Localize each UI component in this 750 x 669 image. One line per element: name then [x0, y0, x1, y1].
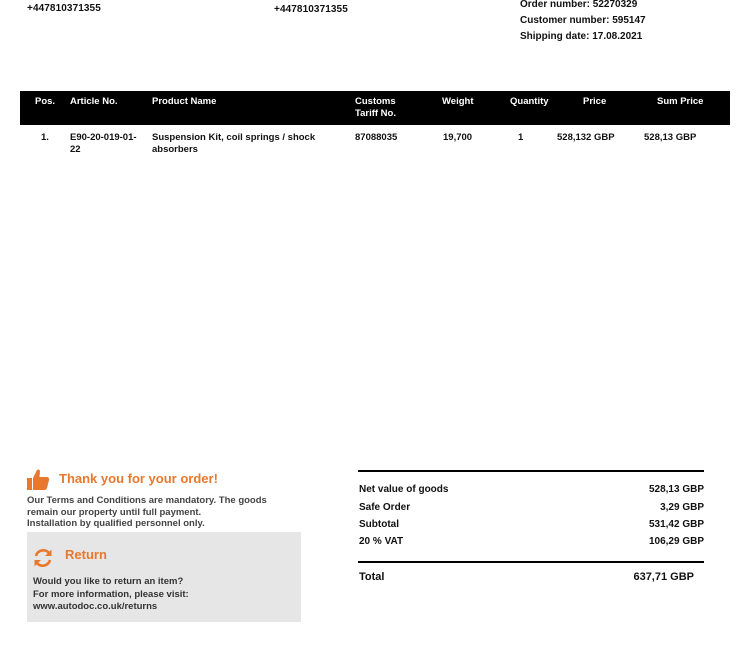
net-value-amount: 528,13 GBP [648, 484, 704, 495]
order-number: Order number: 52270329 [520, 0, 638, 10]
vat-amount: 106,29 GBP [648, 536, 704, 547]
thanks-title: Thank you for your order! [59, 471, 218, 486]
safe-order-amount: 3,29 GBP [660, 502, 704, 513]
billing-phone: +447810371355 [27, 3, 101, 14]
items-table-header [20, 91, 730, 125]
row-product [152, 132, 315, 156]
row-article-line1: E90-20-019-01- [70, 132, 137, 143]
col-customs-line1: Customs [355, 96, 396, 107]
net-value-label: Net value of goods [359, 484, 449, 495]
col-sum-price: Sum Price [657, 96, 704, 107]
row-quantity: 1 [518, 132, 524, 143]
totals-top-divider [358, 470, 704, 472]
col-customs-line2: Tariff No. [355, 108, 396, 119]
total-amount: 637,71 GBP [633, 571, 694, 583]
col-customs [355, 96, 396, 120]
return-title: Return [65, 547, 107, 562]
col-pos: Pos. [35, 96, 56, 107]
row-customs: 87088035 [355, 132, 398, 143]
totals-total-divider [358, 561, 704, 563]
order-meta [520, 0, 646, 45]
row-pos: 1. [41, 132, 49, 143]
shipping-phone: +447810371355 [274, 4, 348, 15]
return-text [33, 576, 189, 614]
refresh-icon [32, 547, 54, 569]
col-weight: Weight [442, 96, 474, 107]
col-quantity: Quantity [510, 96, 549, 107]
terms-line-2: remain our property until full payment. [27, 506, 202, 518]
row-product-line2: absorbers [152, 144, 198, 155]
terms-text [27, 495, 297, 530]
thumbs-up-icon [26, 468, 50, 492]
col-product: Product Name [152, 96, 217, 107]
customer-number: Customer number: 595147 [520, 15, 646, 26]
terms-line-3: Installation by qualified personnel only. [27, 518, 205, 529]
return-box [27, 532, 301, 622]
row-weight: 19,700 [443, 132, 473, 143]
row-sum-price: 528,13 GBP [644, 132, 697, 143]
vat-label: 20 % VAT [359, 536, 404, 547]
subtotal-amount: 531,42 GBP [648, 519, 704, 530]
col-article: Article No. [70, 96, 118, 107]
safe-order-label: Safe Order [359, 502, 411, 513]
col-price: Price [583, 96, 607, 107]
total-label: Total [359, 571, 385, 583]
row-price: 528,132 GBP [557, 132, 615, 143]
return-line-1: Would you like to return an item? [33, 576, 184, 587]
row-product-line1: Suspension Kit, coil springs / shock [152, 132, 316, 143]
row-article-line2: 22 [70, 144, 81, 155]
terms-line-1: Our Terms and Conditions are mandatory. The goods [27, 495, 267, 506]
shipping-date: Shipping date: 17.08.2021 [520, 31, 643, 42]
return-link[interactable]: www.autodoc.co.uk/returns [33, 601, 158, 612]
subtotal-label: Subtotal [359, 519, 399, 530]
row-article [70, 132, 137, 156]
return-line-2: For more information, please visit: [33, 588, 189, 600]
